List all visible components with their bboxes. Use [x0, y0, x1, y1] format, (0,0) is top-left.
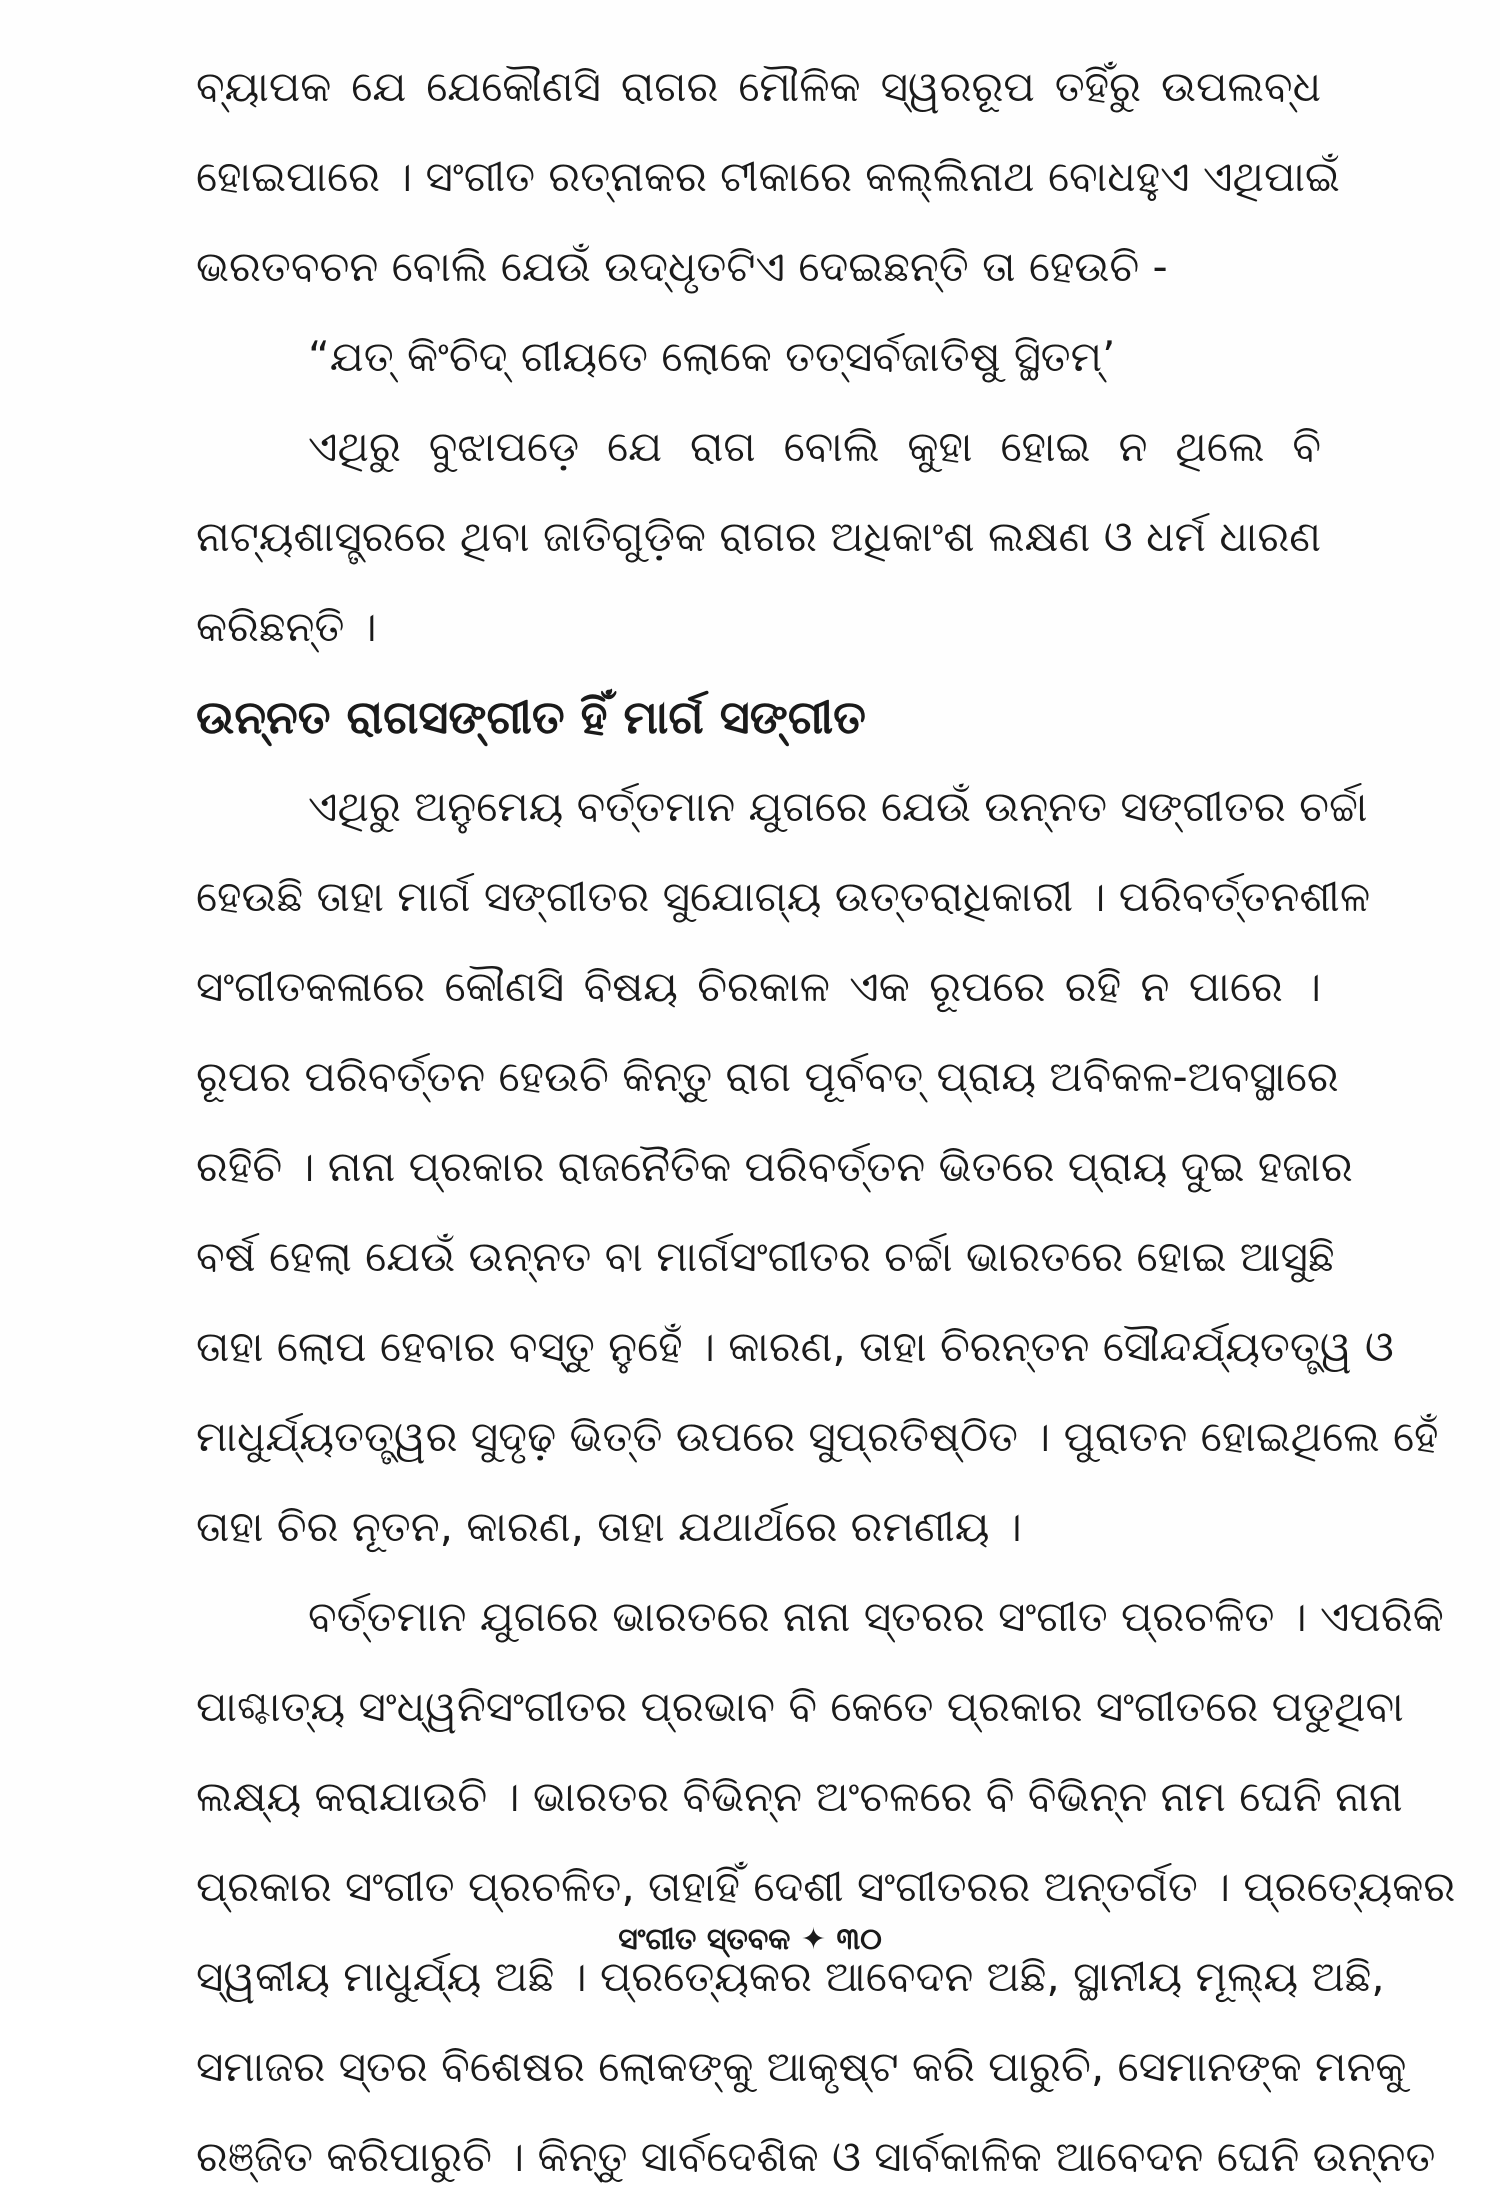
text-line: ଏଥିରୁ ବୁଝାପଡ଼େ ଯେ ରାଗ ବୋଲି କୁହା ହୋଇ ନ ଥିଲେ ବି [308, 422, 1321, 471]
text-line: ବର୍ଷ ହେଲା ଯେଉଁ ଉନ୍ନତ ବା ମାର୍ଗସଂଗୀତର ଚର୍ଚ୍ଚା ଭାରତରେ ହୋଇ ଆସୁଛି [196, 1232, 1335, 1281]
text-line: ଏଥିରୁ ଅନୁମେୟ ବର୍ତ୍ତମାନ ଯୁଗରେ ଯେଉଁ ଉନ୍ନତ ସଙ୍ଗୀତର ଚର୍ଚ୍ଚା [308, 782, 1368, 831]
text-line: ରହିଚି । ନାନା ପ୍ରକାର ରାଜନୈତିକ ପରିବର୍ତ୍ତନ ଭିତରେ ପ୍ରାୟ ଦୁଇ ହଜାର [196, 1142, 1353, 1191]
text-line: ହୋଇପାରେ । ସଂଗୀତ ରତ୍ନାକର ଟୀକାରେ କଲ୍ଲିନାଥ ବୋଧହୁଏ ଏଥିପାଇଁ [196, 152, 1340, 201]
text-line: ମାଧୁର୍ଯ୍ୟତତ୍ତ୍ୱର ସୁଦୃଢ଼ ଭିତ୍ତି ଉପରେ ସୁପ୍ରତିଷ୍ଠିତ । ପୁରାତନ ହୋଇଥିଲେ ହେଁ [196, 1412, 1439, 1461]
section-heading: ଉନ୍ନତ ରାଗସଙ୍ଗୀତ ହିଁ ମାର୍ଗ ସଙ୍ଗୀତ [196, 690, 866, 744]
text-line: ଭରତବଚନ ବୋଲି ଯେଉଁ ଉଦ୍ଧୃତଟିଏ ଦେଇଛନ୍ତି ତା ହେଉଚି - [196, 242, 1168, 291]
text-line: ବର୍ତ୍ତମାନ ଯୁଗରେ ଭାରତରେ ନାନା ସ୍ତରର ସଂଗୀତ ପ୍ରଚଳିତ । ଏପରିକି [308, 1592, 1444, 1641]
text-line: ତାହା ଲୋପ ହେବାର ବସ୍ତୁ ନୁହେଁ । କାରଣ, ତାହା ଚିରନ୍ତନ ସୌନ୍ଦର୍ଯ୍ୟତତ୍ତ୍ୱ ଓ [196, 1322, 1394, 1371]
text-line: ସଂଗୀତକଳାରେ କୌଣସି ବିଷୟ ଚିରକାଳ ଏକ ରୂପରେ ରହି ନ ପାରେ । [196, 962, 1321, 1011]
text-line: ସମାଜର ସ୍ତର ବିଶେଷର ଲୋକଙ୍କୁ ଆକୃଷ୍ଟ କରି ପାରୁଚି, ସେମାନଙ୍କ ମନକୁ [196, 2042, 1407, 2091]
text-line: ବ୍ୟାପକ ଯେ ଯେକୌଣସି ରାଗର ମୌଳିକ ସ୍ୱରରୂପ ତହିଁରୁ ଉପଲବ୍ଧ [196, 62, 1321, 111]
text-line: ରଞ୍ଜିତ କରିପାରୁଚି । କିନ୍ତୁ ସାର୍ବଦେଶିକ ଓ ସାର୍ବକାଳିକ ଆବେଦନ ଘେନି ଉନ୍ନତ [196, 2132, 1436, 2181]
text-line: ନାଟ୍ୟଶାସ୍ତ୍ରରେ ଥିବା ଜାତିଗୁଡ଼ିକ ରାଗର ଅଧିକାଂଶ ଲକ୍ଷଣ ଓ ଧର୍ମ ଧାରଣ [196, 512, 1321, 561]
text-line: ସ୍ୱକୀୟ ମାଧୁର୍ଯ୍ୟ ଅଛି । ପ୍ରତ୍ୟେକର ଆବେଦନ ଅଛି, ସ୍ଥାନୀୟ ମୂଲ୍ୟ ଅଛି, [196, 1952, 1385, 2001]
text-line: ରୂପର ପରିବର୍ତ୍ତନ ହେଉଚି କିନ୍ତୁ ରାଗ ପୂର୍ବବତ୍ ପ୍ରାୟ ଅବିକଳ-ଅବସ୍ଥାରେ [196, 1052, 1339, 1101]
text-line: କରିଛନ୍ତି । [196, 602, 377, 651]
body-text [196, 42, 1456, 2202]
quote-line: “ଯତ୍ କିଂଚିଦ୍ ଗୀୟତେ ଲୋକେ ତତ୍ସର୍ବଜାତିଷୁ ସ୍ଥିତମ୍’ [308, 332, 1116, 381]
text-line: ତାହା ଚିର ନୂତନ, କାରଣ, ତାହା ଯଥାର୍ଥରେ ରମଣୀୟ । [196, 1502, 1022, 1551]
text-line: ହେଉଛି ତାହା ମାର୍ଗ ସଙ୍ଗୀତର ସୁଯୋଗ୍ୟ ଉତ୍ତରାଧିକାରୀ । ପରିବର୍ତ୍ତନଶୀଳ [196, 872, 1371, 921]
text-line: ପାଶ୍ଚାତ୍ୟ ସଂଧ୍ୱନିସଂଗୀତର ପ୍ରଭାବ ବି କେତେ ପ୍ରକାର ସଂଗୀତରେ ପଡୁଥିବା [196, 1682, 1404, 1731]
text-line: ଲକ୍ଷ୍ୟ କରାଯାଉଚି । ଭାରତର ବିଭିନ୍ନ ଅଂଚଳରେ ବି ବିଭିନ୍ନ ନାମ ଘେନି ନାନା [196, 1772, 1403, 1821]
text-line: ପ୍ରକାର ସଂଗୀତ ପ୍ରଚଳିତ, ତାହାହିଁ ଦେଶୀ ସଂଗୀତରର ଅନ୍ତର୍ଗତ । ପ୍ରତ୍ୟେକର [196, 1862, 1456, 1911]
page-footer: ସଂଗୀତ ସ୍ତବକ ✦ ୩୦ [618, 1922, 882, 1957]
